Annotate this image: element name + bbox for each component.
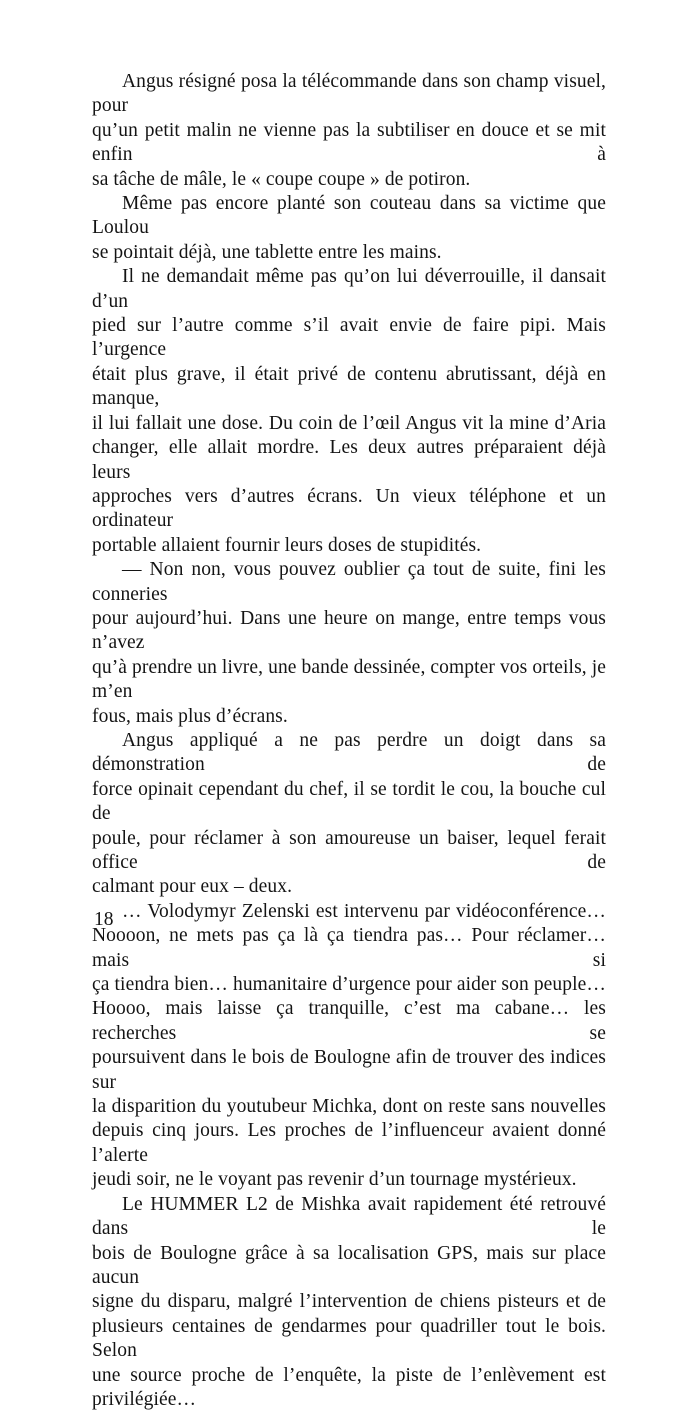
text-line: calmant pour eux – deux.	[92, 876, 293, 898]
text-line: ça tiendra bien… humanitaire d’urgence pour aider son peuple…	[92, 974, 606, 996]
text-line: qu’un petit malin ne vienne pas la subtiliser en douce et se mit enfin à	[92, 119, 606, 166]
text-line: privilégiée…	[92, 1388, 197, 1410]
text-line: Il ne demandait même pas qu’on lui déverrouille, il dansait d’un	[92, 266, 606, 312]
text-line: il lui fallait une dose. Du coin de l’œil Angus vit la mine d’Aria	[92, 412, 606, 434]
text-line: pour aujourd’hui. Dans une heure on mange, entre temps vous n’avez	[92, 607, 606, 654]
text-line: Hoooo, mais laisse ça tranquille, c’est ma cabane… les recherches se	[92, 998, 606, 1044]
text-line: force opinait cependant du chef, il se tordit le cou, la bouche cul de	[92, 778, 606, 825]
text-line: — Non non, vous pouvez oublier ça tout de suite, fini les conneries	[92, 559, 606, 605]
paragraph	[92, 1193, 606, 1412]
paragraph	[92, 265, 606, 558]
page-number: 18	[94, 909, 114, 930]
text-line: était plus grave, il était privé de contenu abrutissant, déjà en manque,	[92, 363, 606, 410]
text-line: poursuivent dans le bois de Boulogne afin de trouver des indices sur	[92, 1047, 606, 1093]
text-line: plusieurs centaines de gendarmes pour quadriller tout le bois. Selon	[92, 1315, 606, 1362]
page-body	[92, 70, 606, 1412]
text-line: la disparition du youtubeur Michka, dont on reste sans nouvelles	[92, 1096, 606, 1118]
text-line: Angus appliqué a ne pas perdre un doigt dans sa démonstration de	[92, 729, 606, 776]
paragraph	[92, 192, 606, 265]
paragraph	[92, 558, 606, 729]
text-line: … Volodymyr Zelenski est intervenu par vidéoconférence…	[122, 900, 606, 922]
text-line: poule, pour réclamer à son amoureuse un baiser, lequel ferait office de	[92, 827, 606, 873]
text-line: changer, elle allait mordre. Les deux autres préparaient déjà leurs	[92, 437, 606, 483]
text-line: portable allaient fournir leurs doses de stupidités.	[92, 534, 482, 556]
text-line: Même pas encore planté son couteau dans sa victime que Loulou	[92, 193, 606, 239]
text-line: qu’à prendre un livre, une bande dessinée, compter vos orteils, je m’en	[92, 656, 606, 703]
text-line: bois de Boulogne grâce à sa localisation GPS, mais sur place aucun	[92, 1242, 606, 1288]
paragraph	[92, 900, 606, 1193]
text-line: se pointait déjà, une tablette entre les mains.	[92, 241, 442, 263]
paragraph	[92, 70, 606, 192]
text-line: approches vers d’autres écrans. Un vieux téléphone et un ordinateur	[92, 485, 606, 532]
text-line: sa tâche de mâle, le « coupe coupe » de potiron.	[92, 168, 471, 190]
text-line: Angus résigné posa la télécommande dans son champ visuel, pour	[92, 71, 606, 117]
text-line: jeudi soir, ne le voyant pas revenir d’un tournage mystérieux.	[92, 1169, 577, 1191]
text-line: Noooon, ne mets pas ça là ça tiendra pas… Pour réclamer… mais si	[92, 925, 606, 971]
text-line: signe du disparu, malgré l’intervention de chiens pisteurs et de	[92, 1291, 606, 1313]
text-line: depuis cinq jours. Les proches de l’influenceur avaient donné l’alerte	[92, 1120, 606, 1166]
text-line: Le HUMMER L2 de Mishka avait rapidement été retrouvé dans le	[92, 1193, 606, 1240]
text-line: fous, mais plus d’écrans.	[92, 705, 288, 727]
paragraph	[92, 729, 606, 900]
text-line: pied sur l’autre comme s’il avait envie de faire pipi. Mais l’urgence	[92, 315, 606, 361]
text-line: une source proche de l’enquête, la piste de l’enlèvement est	[92, 1364, 606, 1386]
